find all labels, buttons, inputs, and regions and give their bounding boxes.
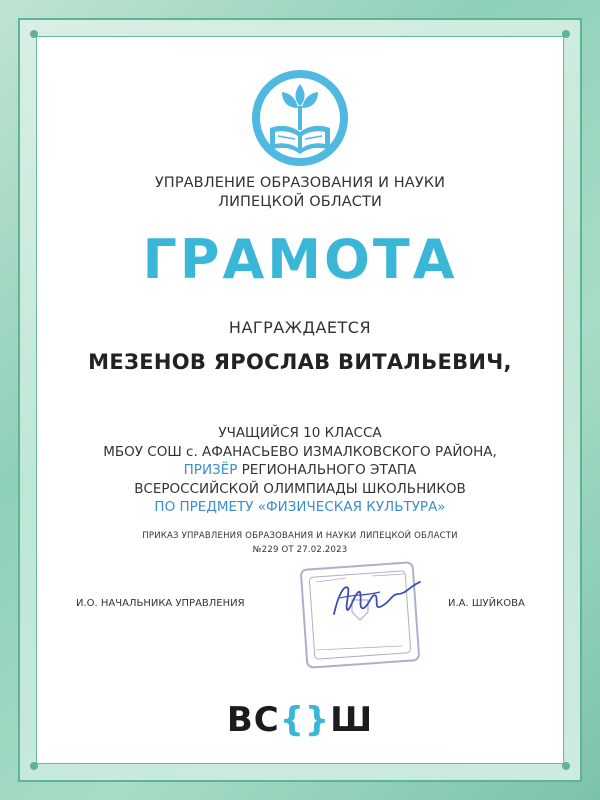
frame-corner-dot — [30, 762, 38, 770]
details-line3 — [0, 461, 600, 480]
handwritten-signature-icon — [326, 576, 426, 622]
brand-left: ВС — [226, 700, 280, 740]
prize-label: ПРИЗЁР — [183, 462, 238, 478]
organization-line1: УПРАВЛЕНИЕ ОБРАЗОВАНИЯ И НАУКИ — [154, 175, 446, 191]
stage-label: РЕГИОНАЛЬНОГО ЭТАПА — [237, 462, 417, 478]
details-line4: ВСЕРОССИЙСКОЙ ОЛИМПИАДЫ ШКОЛЬНИКОВ — [134, 480, 466, 497]
details-line2: МБОУ СОШ с. АФАНАСЬЕВО ИЗМАЛКОВСКОГО РАЙОНА, — [103, 443, 497, 460]
organization-line2: ЛИПЕЦКОЙ ОБЛАСТИ — [218, 194, 382, 210]
brand-brace-open: { — [279, 700, 305, 740]
recipient-name: МЕЗЕНОВ ЯРОСЛАВ ВИТАЛЬЕВИЧ, — [88, 350, 512, 374]
order-info — [0, 531, 600, 555]
award-details — [0, 424, 600, 517]
signatory-position: И.О. НАЧАЛЬНИКА УПРАВЛЕНИЯ — [76, 598, 245, 609]
frame-corner-dot — [562, 762, 570, 770]
details-line1: УЧАЩИЙСЯ 10 КЛАССА — [218, 425, 382, 441]
awarded-label: НАГРАЖДАЕТСЯ — [228, 318, 372, 337]
signatory-name: И.А. ШУЙКОВА — [448, 598, 525, 609]
frame-corner-dot — [562, 30, 570, 38]
certificate-title: ГРАМОТА — [142, 228, 458, 291]
brand-brace-close: } — [304, 700, 331, 740]
education-department-logo-icon — [248, 66, 352, 170]
organization-name — [0, 174, 600, 212]
order-number: №229 ОТ 27.02.2023 — [252, 545, 348, 555]
frame-corner-dot — [30, 30, 38, 38]
order-line1: ПРИКАЗ УПРАВЛЕНИЯ ОБРАЗОВАНИЯ И НАУКИ ЛИПЕЦКОЙ ОБЛАСТИ — [142, 531, 458, 541]
vsosh-logo — [0, 700, 600, 740]
brand-right: Ш — [330, 700, 374, 740]
subject-line: ПО ПРЕДМЕТУ «ФИЗИЧЕСКАЯ КУЛЬТУРА» — [154, 499, 446, 515]
